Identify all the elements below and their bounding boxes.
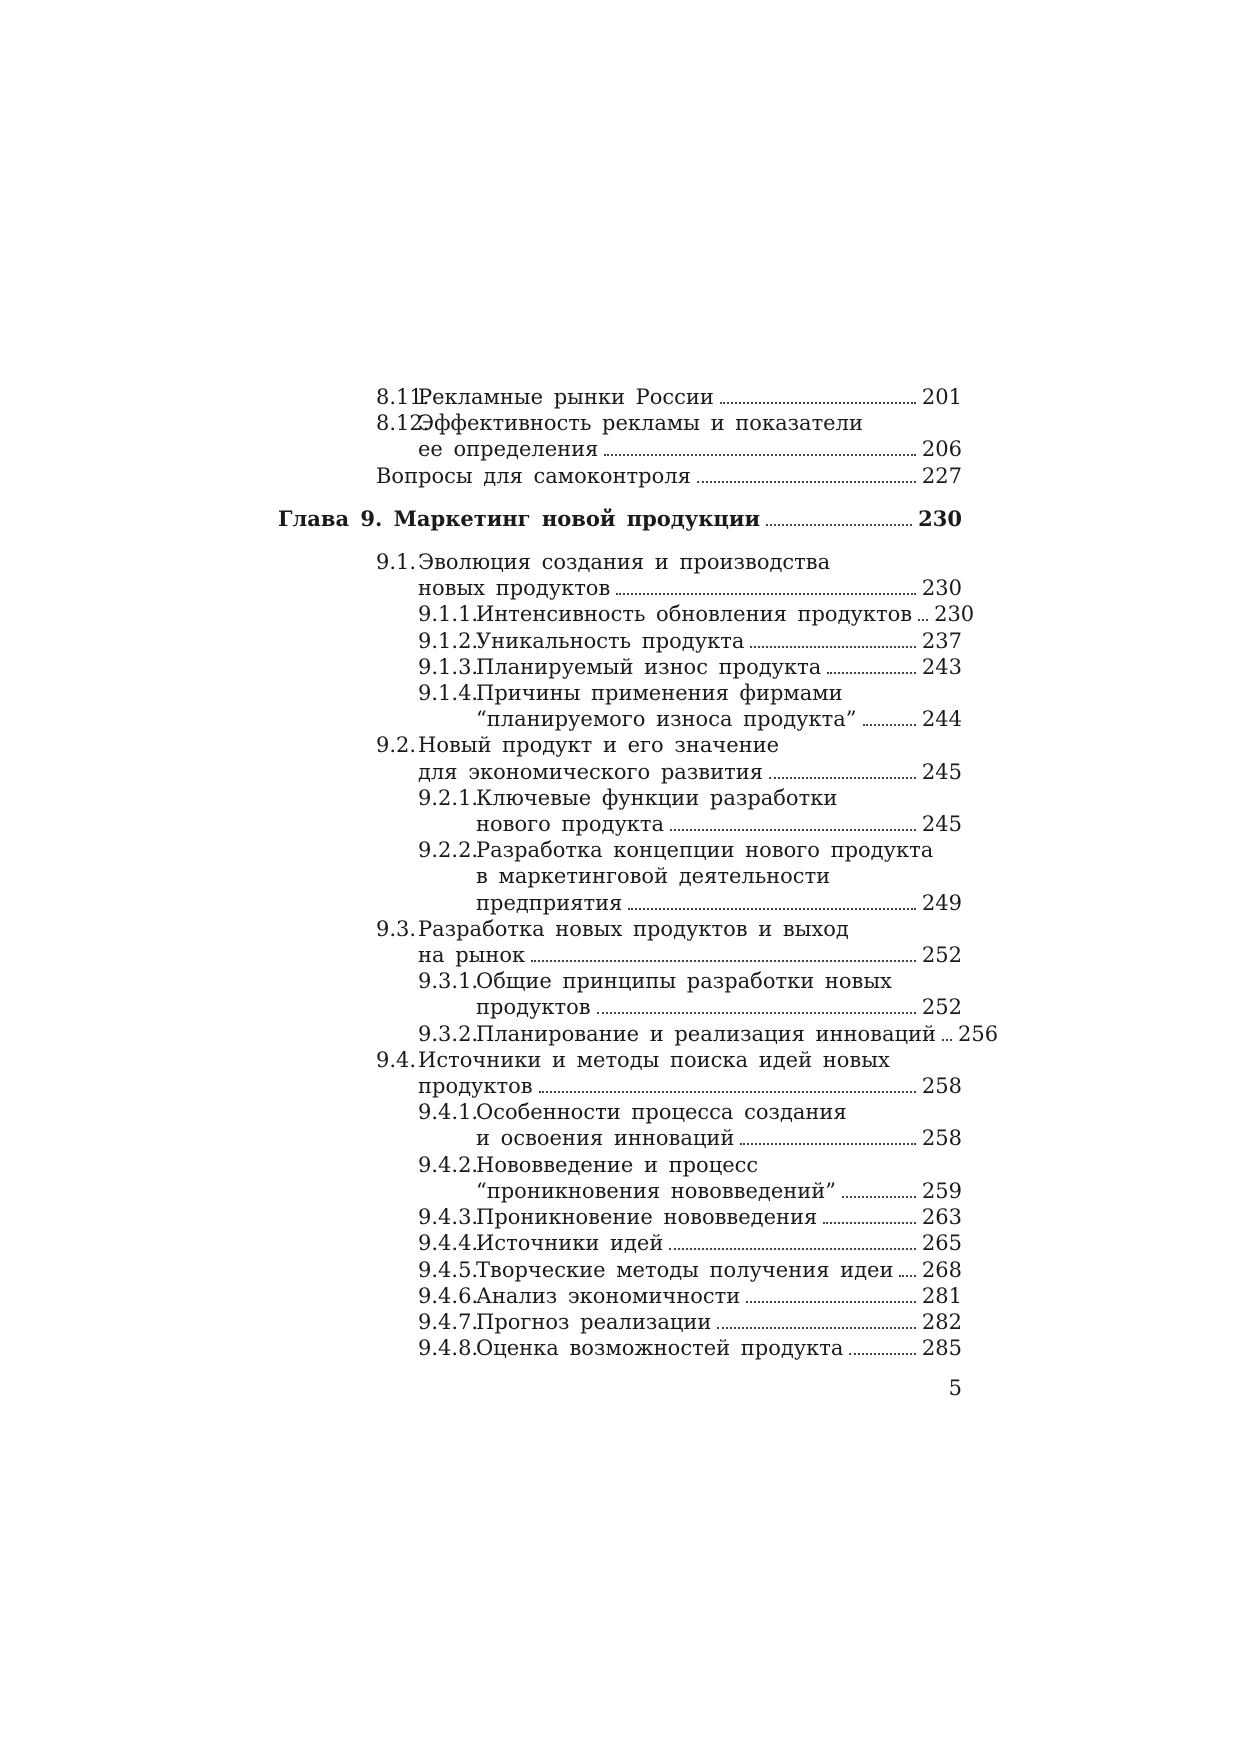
- toc-entry-title: новых продуктов: [418, 576, 611, 601]
- toc-entry-title: Прогноз реализации: [476, 1309, 712, 1334]
- toc-entry-title: нового продукта: [476, 812, 665, 837]
- toc-entry-title: Ключевые функции разработки: [476, 785, 838, 810]
- toc-entry-number: 9.1.1.: [418, 602, 479, 627]
- toc-entry-title: Эффективность рекламы и показатели: [418, 411, 863, 436]
- toc-entry-number: 9.4.2.: [418, 1152, 479, 1177]
- toc-entry-number: 9.3.1.: [418, 969, 479, 994]
- toc-entry-title: Оценка возможностей продукта: [476, 1336, 844, 1361]
- toc-entry-title: Особенности процесса создания: [476, 1100, 847, 1125]
- toc-entry-page: 265: [921, 1231, 962, 1256]
- toc-entry: [278, 837, 962, 863]
- dot-leader: [670, 829, 916, 831]
- toc-entry: [278, 1204, 962, 1230]
- dot-leader: [539, 1091, 916, 1093]
- toc-entry-title: продуктов: [418, 1074, 533, 1099]
- toc-entry-page: 281: [921, 1283, 962, 1308]
- toc-entry: [278, 863, 962, 889]
- toc-entry: [278, 916, 962, 942]
- toc-entry: [278, 463, 962, 489]
- toc-entry: [278, 1230, 962, 1256]
- toc-entry: [278, 706, 962, 732]
- toc-entry-title: Анализ экономичности: [476, 1283, 741, 1308]
- toc-entry: [278, 628, 962, 654]
- toc-entry-title: в маркетинговой деятельности: [476, 864, 831, 889]
- toc-entry-page: 244: [921, 707, 962, 732]
- dot-leader: [769, 777, 916, 779]
- toc-entry-number: 9.1.: [376, 550, 417, 575]
- dot-leader: [604, 454, 915, 456]
- toc-entry-number: 8.12.: [376, 411, 430, 436]
- toc-entry: [278, 890, 962, 916]
- dot-leader: [746, 1301, 916, 1303]
- toc-entry-page: 268: [921, 1257, 962, 1282]
- toc-entry-title: Планирование и реализация инноваций: [476, 1021, 936, 1046]
- toc-entry: [278, 654, 962, 680]
- toc-entry-title: Новый продукт и его значение: [418, 733, 780, 758]
- toc-entry: [278, 732, 962, 758]
- dot-leader: [842, 1196, 916, 1198]
- toc-entry: [278, 1309, 962, 1335]
- toc-entry-page: 285: [921, 1336, 962, 1361]
- toc-entry-page: 258: [921, 1074, 962, 1099]
- toc-entry-number: 9.2.: [376, 733, 417, 758]
- toc-entry: [278, 785, 962, 811]
- toc-entry-page: 259: [921, 1178, 962, 1203]
- toc-entry-page: 230: [921, 576, 962, 601]
- toc-entry-page: 245: [921, 812, 962, 837]
- toc-entry: [278, 436, 962, 462]
- toc-entry-number: 9.4.7.: [418, 1309, 479, 1334]
- toc-entry-page: 237: [921, 628, 962, 653]
- toc-entry-number: 9.1.4.: [418, 681, 479, 706]
- toc-entry-page: 252: [921, 995, 962, 1020]
- toc-entry-page: 263: [921, 1205, 962, 1230]
- toc-entry: [278, 410, 962, 436]
- toc-entry-title: “планируемого износа продукта”: [476, 707, 857, 732]
- toc-entry-number: 9.1.3.: [418, 654, 479, 679]
- toc-entry-title: для экономического развития: [418, 759, 763, 784]
- toc-entry-number: 9.3.: [376, 916, 417, 941]
- dot-leader: [918, 619, 928, 621]
- dot-leader: [597, 1012, 916, 1014]
- toc-entry: [278, 994, 962, 1020]
- toc-entry-title: Общие принципы разработки новых: [476, 969, 892, 994]
- toc-entry: [278, 942, 962, 968]
- toc-entry-title: Проникновение нововведения: [476, 1205, 818, 1230]
- toc-entry: [278, 968, 962, 994]
- toc-entry-number: 9.4.4.: [418, 1231, 479, 1256]
- dot-leader: [697, 481, 916, 483]
- toc-entry: [278, 601, 975, 627]
- toc-entry: [278, 549, 962, 575]
- toc-entry-page: 230: [918, 505, 962, 531]
- toc-entry-title: Разработка концепции нового продукта: [476, 838, 934, 863]
- toc-entry: [278, 1283, 962, 1309]
- toc-entry-page: 252: [921, 943, 962, 968]
- toc-entry-title: Интенсивность обновления продуктов: [476, 602, 913, 627]
- toc-entry: [278, 1152, 962, 1178]
- toc-entry-number: 9.2.2.: [418, 838, 479, 863]
- toc-entry-number: 9.4.5.: [418, 1257, 479, 1282]
- toc-entry-page: 201: [921, 385, 962, 409]
- dot-leader: [827, 672, 916, 674]
- toc-entry-number: 9.2.1.: [418, 785, 479, 810]
- toc-entry-title: Рекламные рынки России: [418, 385, 714, 409]
- toc-entry: [278, 811, 962, 837]
- toc-entry-title: Уникальность продукта: [476, 628, 745, 653]
- toc-entry-title: “проникновения нововведений”: [476, 1178, 837, 1203]
- dot-leader: [899, 1275, 915, 1277]
- dot-leader: [942, 1039, 952, 1041]
- dot-leader: [616, 593, 916, 595]
- toc-entry-title: и освоения инноваций: [476, 1126, 735, 1151]
- toc-entry: [278, 575, 962, 601]
- toc-chapter-entry: [278, 506, 962, 532]
- toc-entry-number: 9.4.8.: [418, 1336, 479, 1361]
- toc-entry-page: 243: [921, 654, 962, 679]
- toc-entry-number: 9.4.1.: [418, 1100, 479, 1125]
- toc-entry: [278, 1125, 962, 1151]
- toc-entry: [278, 1099, 962, 1125]
- dot-leader: [849, 1353, 915, 1355]
- toc-entry-title: Нововведение и процесс: [476, 1152, 759, 1177]
- toc-entry-title: Источники и методы поиска идей новых: [418, 1047, 890, 1072]
- toc-entry-page: 227: [921, 463, 962, 488]
- toc-entry-title: Причины применения фирмами: [476, 681, 843, 706]
- toc-entry-number: 9.1.2.: [418, 628, 479, 653]
- dot-leader: [720, 402, 916, 404]
- dot-leader: [669, 1248, 916, 1250]
- toc-entry: [278, 1021, 999, 1047]
- toc-entry: [278, 384, 962, 410]
- toc-entry: [278, 759, 962, 785]
- dot-leader: [863, 724, 916, 726]
- toc-entry-number: 9.4.6.: [418, 1283, 479, 1308]
- toc-entry: [278, 1335, 962, 1361]
- page-number: 5: [948, 1376, 962, 1400]
- toc-entry-page: 230: [934, 602, 975, 627]
- toc-entry-number: 9.3.2.: [418, 1021, 479, 1046]
- toc-entry-title: предприятия: [476, 890, 623, 915]
- toc-entry-page: 206: [921, 437, 962, 462]
- toc-entry-number: 9.4.: [376, 1047, 417, 1072]
- toc-entry: [278, 1073, 962, 1099]
- toc-entry-page: 245: [921, 759, 962, 784]
- toc-entry-title: Творческие методы получения идеи: [476, 1257, 894, 1282]
- toc-entry: [278, 1047, 962, 1073]
- toc-entry-title: продуктов: [476, 995, 591, 1020]
- toc-entry-title: ее определения: [418, 437, 599, 462]
- dot-leader: [740, 1143, 916, 1145]
- toc-entry-number: 8.11.: [376, 385, 430, 409]
- toc-entry-title: Вопросы для самоконтроля: [376, 463, 691, 488]
- toc-entry-title: Планируемый износ продукта: [476, 654, 822, 679]
- dot-leader: [628, 908, 916, 910]
- toc-entry: [278, 1178, 962, 1204]
- toc-entry-title: Глава 9. Маркетинг новой продукции: [278, 505, 761, 531]
- toc-entry-title: Эволюция создания и производства: [418, 550, 831, 575]
- toc-entry: [278, 1257, 962, 1283]
- dot-leader: [766, 524, 912, 526]
- dot-leader: [823, 1222, 916, 1224]
- toc-entry-page: 249: [921, 890, 962, 915]
- toc-entry-number: 9.4.3.: [418, 1205, 479, 1230]
- toc-entry-page: 258: [921, 1126, 962, 1151]
- dot-leader: [717, 1327, 916, 1329]
- toc-entry-page: 256: [957, 1021, 999, 1046]
- toc-entry: [278, 680, 962, 706]
- toc-entry-page: 282: [921, 1309, 962, 1334]
- dot-leader: [750, 646, 916, 648]
- toc-entry-title: на рынок: [418, 943, 526, 968]
- toc-entry-title: Разработка новых продуктов и выход: [418, 916, 849, 941]
- table-of-contents: [278, 384, 999, 1361]
- toc-entry-title: Источники идей: [476, 1231, 664, 1256]
- dot-leader: [531, 960, 916, 962]
